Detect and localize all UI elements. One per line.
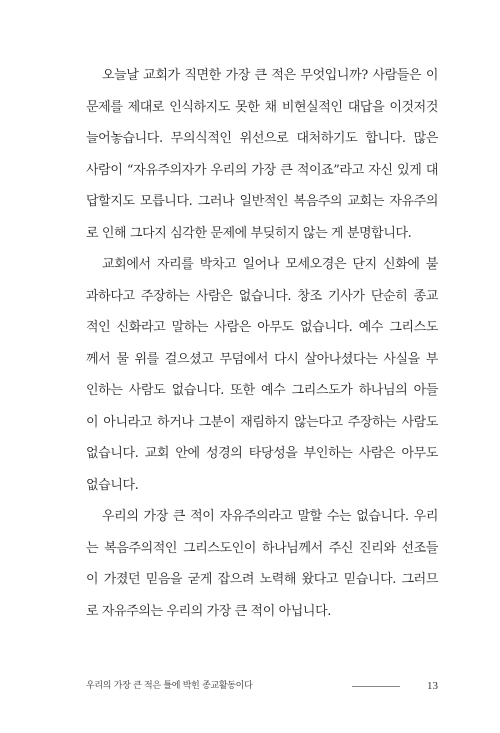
- running-title: 우리의 가장 큰 적은 틀에 박힌 종교활동이다: [86, 681, 253, 691]
- text-line: 이 아니라고 하거나 그분이 재림하지 않는다고 주장하는 사람도: [86, 414, 438, 430]
- text-line: 사람이 “자유주의자가 우리의 가장 큰 적이죠”라고 자신 있게 대: [86, 162, 438, 178]
- page-number: 13: [427, 680, 438, 692]
- text-line: 께서 물 위를 걸으셨고 무덤에서 다시 살아나셨다는 사실을 부: [86, 351, 438, 367]
- text-line: 답할지도 모릅니다. 그러나 일반적인 복음주의 교회는 자유주의: [86, 194, 438, 209]
- text-line: 과하다고 주장하는 사람은 없습니다. 창조 기사가 단순히 종교: [86, 288, 438, 304]
- text-line: 교회에서 자리를 박차고 일어나 모세오경은 단지 신화에 불: [102, 257, 438, 272]
- footer-rule: [352, 686, 400, 687]
- text-line: 로 자유주의는 우리의 가장 큰 적이 아닙니다.: [86, 603, 331, 619]
- text-line: 적인 신화라고 말하는 사람은 아무도 없습니다. 예수 그리스도: [86, 320, 438, 335]
- page-footer: [86, 677, 438, 695]
- text-line: 오늘날 교회가 직면한 가장 큰 적은 무엇입니까? 사람들은 이: [102, 68, 438, 83]
- page-body: [86, 60, 438, 627]
- text-line: 없습니다.: [86, 477, 139, 493]
- text-line: 늘어놓습니다. 무의식적인 위선으로 대처하기도 합니다. 많은: [86, 131, 438, 146]
- text-line: 인하는 사람도 없습니다. 또한 예수 그리스도가 하나님의 아들: [86, 383, 438, 398]
- text-line: 없습니다. 교회 안에 성경의 타당성을 부인하는 사람은 아무도: [86, 446, 438, 461]
- text-line: 문제를 제대로 인식하지도 못한 채 비현실적인 대답을 이것저것: [86, 99, 438, 115]
- text-line: 로 인해 그다지 심각한 문제에 부딪히지 않는 게 분명합니다.: [86, 225, 412, 241]
- text-line: 는 복음주의적인 그리스도인이 하나님께서 주신 진리와 선조들: [86, 540, 438, 556]
- text-line: 우리의 가장 큰 적이 자유주의라고 말할 수는 없습니다. 우리: [102, 509, 438, 524]
- text-line: 이 가졌던 믿음을 굳게 잡으려 노력해 왔다고 믿습니다. 그러므: [86, 572, 438, 587]
